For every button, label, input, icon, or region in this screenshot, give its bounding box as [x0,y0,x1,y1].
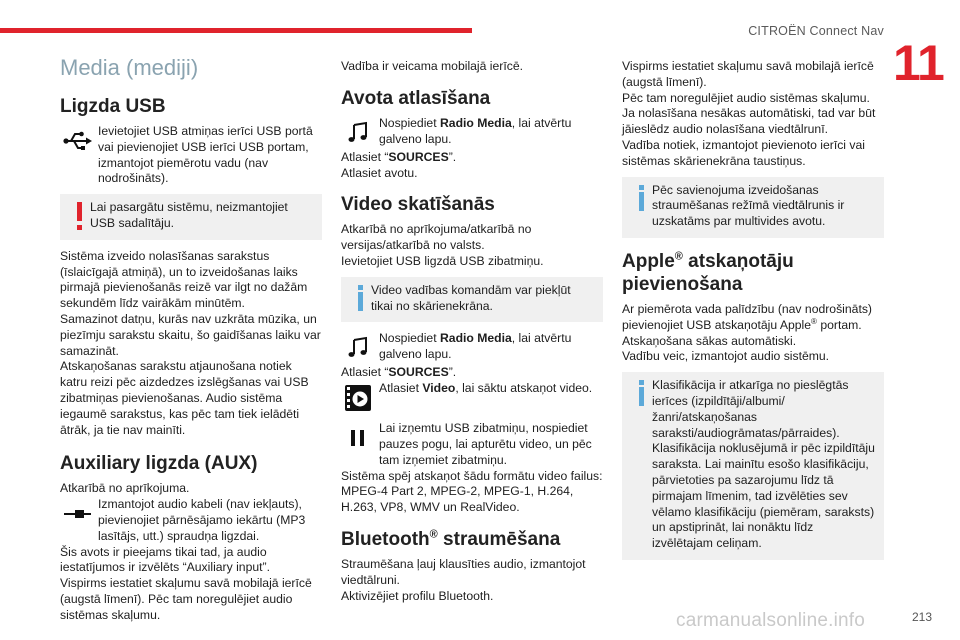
column-1 [60,50,322,624]
warning-icon [77,202,82,221]
col3-body-1: Vispirms iestatiet skaļumu savā mobilajā ierīcē (augstā līmenī). [622,59,874,89]
bluetooth-body-2: Aktivizējiet profilu Bluetooth. [341,588,494,603]
video-select: Atlasiet “SOURCES”. [341,365,457,380]
col3-body-3: Ja nolasīšana nesākas automātiski, tad var būt jāieslēdz audio nolasīšana viedtālrunī. [622,106,876,137]
heading-source: Avota atlasīšana [341,87,491,109]
col3-body-4: Vadība notiek, izmantojot pievienoto ierīci vai sistēmas skārienekrāna taustiņus. [622,137,865,168]
video-play-icon [341,381,375,415]
video-step-play-text: Atlasiet Video, lai sāktu atskaņot video. [379,381,593,396]
info-note-classification [622,372,884,560]
heading-video: Video skatīšanās [341,194,495,216]
usb-body-2: Samazinot datņu, kurās nav uzkrāta mūzika, un piezīmju sarakstu skaitu, šo gaidīšanas laiku var samazināt. [60,311,321,358]
running-head: CITROËN Connect Nav [748,24,884,38]
page-number: 213 [911,610,932,624]
apple-body-2: Vadību veic, izmantojot audio sistēmu. [622,349,830,364]
aux-step-text: Izmantojot audio kabeli (nav iekļauts), pievienojiet pārnēsājamo iekārtu (MP3 lasītājs, utt.) spraudņa ligzdai. [98,497,306,543]
video-step-open-text: Nospiediet Radio Media, lai atvērtu galveno lapu. [379,331,572,362]
video-step-pause [341,421,603,468]
info-note-classification-text: Klasifikācija ir atkarīga no pieslēgtās ierīces (izpildītāji/albumi/žanri/atskaņošanas saraksti/audiogrāmatas/pārraides). Klasifikācija noklusējumā ir pēc izpildītāju saraksta. Lai mainītu esošo klasifikāciju, pārvietoties pa sazarojumu līdz tā pirmajam līmenim, tad izvēlēties sev vēlamo klasifikāciju (piemēram, saraksts) un apstiprināt, lai nonāktu līdz izvēlētajam celiņam. [652,378,875,551]
bluetooth-body-1: Straumēšana ļauj klausīties audio, izmantojot viedtālruni. [341,556,586,587]
section-title: Media (mediji) [60,55,199,80]
aux-cable-icon [60,497,94,531]
usb-step [60,124,322,187]
usb-body-3: Atskaņošanas sarakstu atjaunošana notiek katru reizi pēc aizdedzes izslēgšanas vai USB zibatmiņas pievienošanas. Audio sistēma iegaumē sarakstus, kas pēc tam tiek ielādēti ātrāk, ja tie nav mainīti. [60,359,309,437]
usb-intro: Ievietojiet USB atmiņas ierīci USB portā vai pievienojiet USB ierīci USB portam, izmantojot piemērotu vadu (nav nodrošināts). [98,124,313,186]
heading-bluetooth: Bluetooth® straumēšana [341,528,561,550]
usb-body-1: Sistēma izveido nolasīšanas sarakstus (īslaicīgajā atmiņā), un to izveidošanas laiks pirmajā pievienošanās reizē var ilgt no dažām sekundēm līdz vairākām minūtēm. [60,248,308,311]
info-icon [639,387,644,406]
source-end: Atlasiet avotu. [341,165,418,180]
aux-body-2: Vispirms iestatiet skaļumu savā mobilajā ierīcē (augstā līmenī). Pēc tam noregulējiet audio sistēmas skaļumu. [60,576,312,622]
source-step-text: Nospiediet Radio Media, lai atvērtu galveno lapu. [379,115,572,146]
aux-body-1: Šis avots ir pieejams tikai tad, ja audio iestatījumos ir izvēlēts “Auxiliary input”. [60,544,270,575]
video-step-play [341,381,603,415]
column-3 [622,50,884,569]
video-lead-1: Atkarībā no aprīkojuma/atkarībā no versijas/atkarībā no valsts. [341,222,532,253]
music-note-icon [341,116,375,150]
watermark: carmanualsonline.info [676,610,866,631]
warning-text: Lai pasargātu sistēmu, neizmantojiet USB sadalītāju. [90,200,288,230]
music-note-icon [341,331,375,365]
video-lead-2: Ievietojiet USB ligzdā USB zibatmiņu. [341,253,544,268]
column-2 [341,50,603,604]
col3-body-2: Pēc tam noregulējiet audio sistēmas skaļumu. [622,90,870,105]
top-accent-bar [0,28,472,33]
info-icon [358,292,363,311]
source-step [341,116,603,150]
aux-step [60,497,322,544]
aux-lead: Atkarībā no aprīkojuma. [60,481,190,496]
usb-icon [60,124,94,158]
heading-apple: Apple® atskaņotāju pievienošana [622,250,794,295]
chapter-number: 11 [893,35,944,91]
video-step-open [341,331,603,365]
source-select: Atlasiet “SOURCES”. [341,149,457,164]
warning-note [60,194,322,240]
info-note-streaming [622,177,884,238]
apple-body-1: Atskaņošana sākas automātiski. [622,333,797,348]
info-note-streaming-text: Pēc savienojuma izveidošanas straumēšanas režīmā viedtālrunis ir uzskatāms par multivides avotu. [652,182,845,229]
info-icon [639,192,644,211]
video-pause-text: Lai izņemtu USB zibatmiņu, nospiediet pauzes pogu, lai apturētu video, un pēc tam izņemiet zibatmiņu. [379,421,592,467]
info-note-video [341,277,603,323]
apple-line-1: Ar piemērota vada palīdzību (nav nodrošināts) pievienojiet USB atskaņotāju Apple® portam. [622,301,872,332]
heading-usb: Ligzda USB [60,96,166,117]
video-formats: Sistēma spēj atskaņot šādu formātu video failus: MPEG-4 Part 2, MPEG-2, MPEG-1, H.264, H.263, VP8, WMV un RealVideo. [341,468,603,515]
pause-icon [341,421,375,455]
info-note-video-text: Video vadības komandām var piekļūt tikai no skārienekrāna. [371,282,571,313]
heading-aux: Auxiliary ligzda (AUX) [60,453,258,475]
control-line: Vadība ir veicama mobilajā ierīcē. [341,59,523,73]
